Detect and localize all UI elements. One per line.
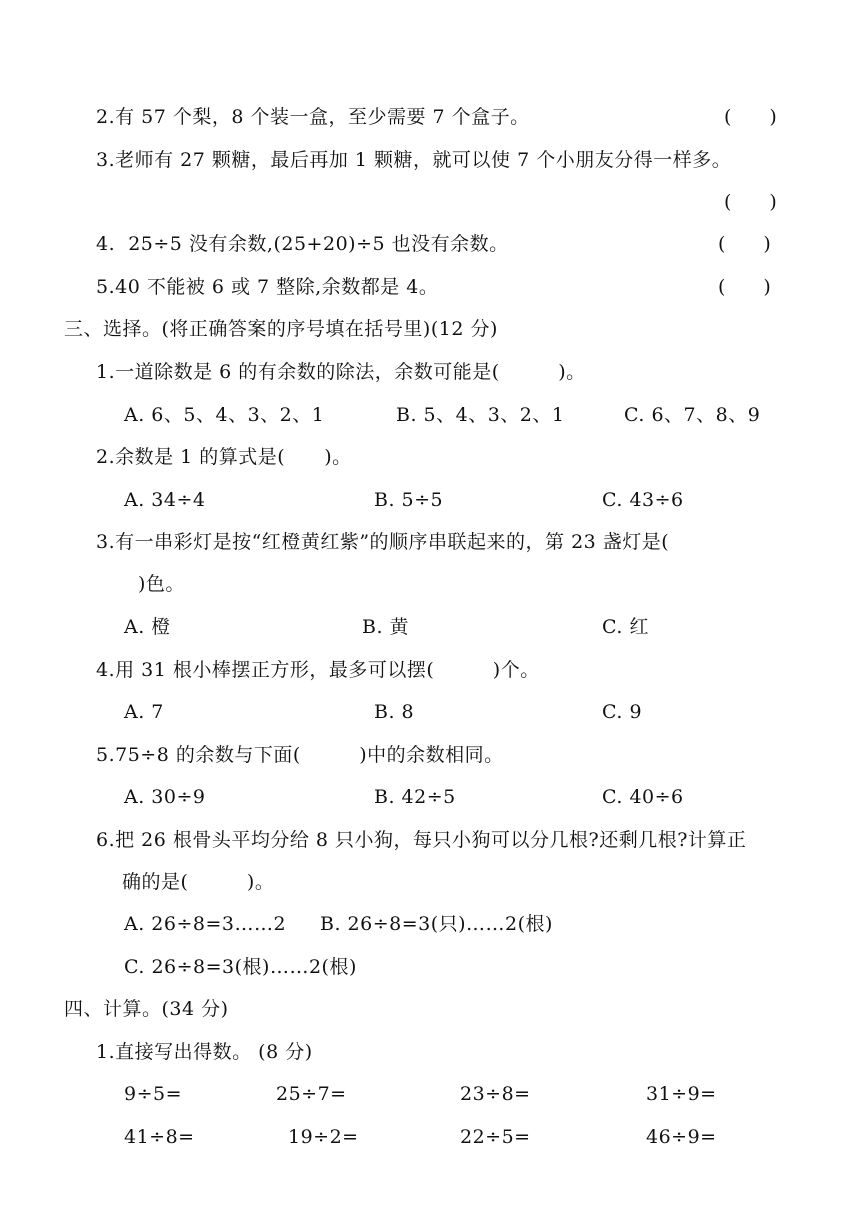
choice-q6-option-a[interactable]: A. 26÷8=3……2 <box>124 913 287 935</box>
choice-q5-option-a[interactable]: A. 30÷9 <box>124 786 206 808</box>
judge-q4: 4. 25÷5 没有余数,(25+20)÷5 也没有余数。 <box>96 233 509 255</box>
choice-q3-option-b[interactable]: B. 黄 <box>362 616 410 638</box>
choice-q3-option-a[interactable]: A. 橙 <box>124 616 171 638</box>
calc-item[interactable]: 41÷8= <box>124 1126 195 1148</box>
judge-q3: 3.老师有 27 颗糖，最后再加 1 颗糖，就可以使 7 个小朋友分得一样多。 <box>96 149 732 171</box>
choice-q4-stem: 4.用 31 根小棒摆正方形，最多可以摆( )个。 <box>96 659 540 681</box>
choice-q3-stem: 3.有一串彩灯是按“红橙黄红紫”的顺序串联起来的，第 23 盏灯是( <box>96 531 670 553</box>
choice-q5-option-c[interactable]: C. 40÷6 <box>602 786 684 808</box>
choice-q2-option-b[interactable]: B. 5÷5 <box>374 489 444 511</box>
section-title-choice: 三、选择。(将正确答案的序号填在括号里)(12 分) <box>64 318 498 340</box>
choice-q6-stem: 6.把 26 根骨头平均分给 8 只小狗，每只小狗可以分几根?还剩几根?计算正 <box>96 829 747 851</box>
calc-item[interactable]: 25÷7= <box>276 1083 347 1105</box>
calc-item[interactable]: 23÷8= <box>460 1083 531 1105</box>
choice-q1-option-b[interactable]: B. 5、4、3、2、1 <box>396 404 565 426</box>
answer-blank[interactable]: ( ) <box>718 233 771 255</box>
calc-sub1-title: 1.直接写出得数。 (8 分) <box>96 1041 313 1063</box>
answer-blank[interactable]: ( ) <box>724 191 777 213</box>
choice-q1-option-a[interactable]: A. 6、5、4、3、2、1 <box>124 404 325 426</box>
choice-q6-option-c[interactable]: C. 26÷8=3(根)……2(根) <box>124 956 357 978</box>
calc-item[interactable]: 46÷9= <box>646 1126 717 1148</box>
choice-q6-stem-cont: 确的是( )。 <box>122 871 275 893</box>
calc-item[interactable]: 31÷9= <box>646 1083 717 1105</box>
choice-q4-option-c[interactable]: C. 9 <box>602 701 643 723</box>
choice-q4-option-a[interactable]: A. 7 <box>124 701 164 723</box>
choice-q1-stem: 1.一道除数是 6 的有余数的除法，余数可能是( )。 <box>96 361 586 383</box>
judge-q2: 2.有 57 个梨，8 个装一盒，至少需要 7 个盒子。 <box>96 106 530 128</box>
calc-item[interactable]: 19÷2= <box>288 1126 359 1148</box>
choice-q4-option-b[interactable]: B. 8 <box>374 701 415 723</box>
choice-q5-option-b[interactable]: B. 42÷5 <box>374 786 456 808</box>
choice-q2-option-c[interactable]: C. 43÷6 <box>602 489 684 511</box>
judge-q5: 5.40 不能被 6 或 7 整除,余数都是 4。 <box>96 276 439 298</box>
answer-blank[interactable]: ( ) <box>724 106 777 128</box>
choice-q3-stem-cont: )色。 <box>138 573 185 595</box>
choice-q1-option-c[interactable]: C. 6、7、8、9 <box>624 404 761 426</box>
choice-q2-stem: 2.余数是 1 的算式是( )。 <box>96 446 352 468</box>
answer-blank[interactable]: ( ) <box>718 276 771 298</box>
calc-item[interactable]: 22÷5= <box>460 1126 531 1148</box>
choice-q6-option-b[interactable]: B. 26÷8=3(只)……2(根) <box>320 913 553 935</box>
choice-q5-stem: 5.75÷8 的余数与下面( )中的余数相同。 <box>96 744 504 766</box>
choice-q2-option-a[interactable]: A. 34÷4 <box>124 489 206 511</box>
choice-q3-option-c[interactable]: C. 红 <box>602 616 649 638</box>
section-title-calc: 四、计算。(34 分) <box>64 998 229 1020</box>
calc-item[interactable]: 9÷5= <box>124 1083 183 1105</box>
